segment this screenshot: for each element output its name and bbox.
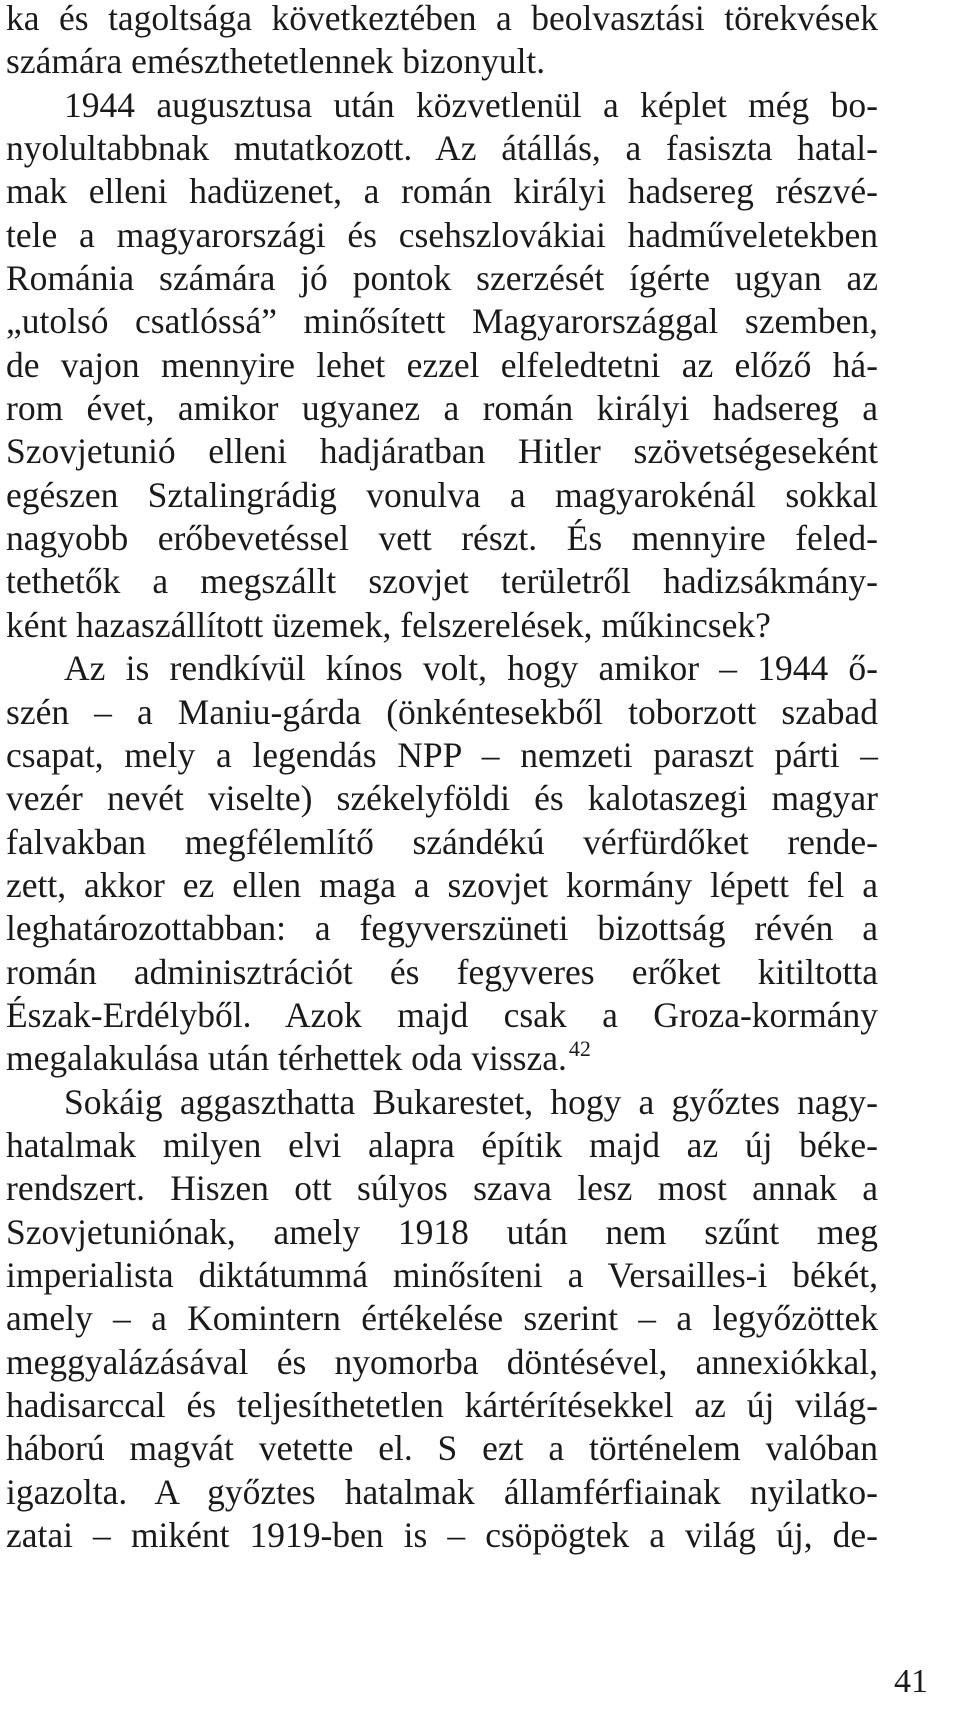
text-line: leghatározottabban: a fegyverszüneti bizottság révén a: [6, 908, 878, 949]
text-line: vezér nevét viselte) székelyföldi és kalotaszegi magyar: [6, 778, 878, 819]
body-text: [6, 0, 878, 1560]
text-line: egészen Sztalingrádig vonulva a magyarokénál sokkal: [6, 474, 878, 515]
text-line: falvakban megfélemlítő szándékú vérfürdőket rende-: [6, 821, 878, 862]
text-line: nagyobb erőbevetéssel vett részt. És mennyire feled-: [6, 518, 878, 559]
text-line: Észak-Erdélyből. Azok majd csak a Groza-kormány: [6, 994, 878, 1035]
text-line: csapat, mely a legendás NPP – nemzeti paraszt párti –: [6, 734, 878, 775]
text-line: nyolultabbnak mutatkozott. Az átállás, a fasiszta hatal-: [6, 128, 878, 169]
text-line: román adminisztrációt és fegyveres erőket kitiltotta: [6, 951, 878, 992]
text-line: ka és tagoltsága következtében a beolvasztási törekvések: [6, 0, 878, 38]
text-line: meggyalázásával és nyomorba döntésével, annexiókkal,: [6, 1341, 878, 1382]
text-line: hadisarccal és teljesíthetetlen kártérítésekkel az új világ-: [6, 1385, 878, 1425]
text-line: számára emészthetetlennek bizonyult.: [6, 41, 546, 82]
text-line: amely – a Komintern értékelése szerint – a legyőzöttek: [6, 1298, 878, 1339]
paragraph-start-line: Az is rendkívül kínos volt, hogy amikor – 1944 ő-: [64, 648, 878, 689]
text-line: szén – a Maniu-gárda (önkéntesekből toborzott szabad: [6, 691, 878, 732]
text-line: zett, akkor ez ellen maga a szovjet kormány lépett fel a: [6, 864, 878, 905]
text-line: tethetők a megszállt szovjet területről hadizsákmány-: [6, 561, 878, 602]
text-line: rendszert. Hiszen ott súlyos szava lesz most annak a: [6, 1168, 878, 1209]
text-line: hatalmak milyen elvi alapra építik majd az új béke-: [6, 1124, 878, 1165]
text-line: Románia számára jó pontok szerzését ígérte ugyan az: [6, 258, 878, 299]
text-line: mak elleni hadüzenet, a román királyi hadsereg részvé-: [6, 171, 878, 212]
text-line-content: megalakulása után térhettek oda vissza.: [6, 1038, 567, 1079]
text-line: tele a magyarországi és csehszlovákiai hadműveletekben: [6, 214, 878, 255]
text-line: háború magvát vetette el. S ezt a történelem valóban: [6, 1428, 878, 1469]
text-line: ként hazaszállított üzemek, felszerelések, műkincsek?: [6, 604, 771, 645]
paragraph-start-line: 1944 augusztusa után közvetlenül a képlet még bo-: [64, 84, 878, 125]
text-line: igazolta. A győztes hatalmak államférfiainak nyilatko-: [6, 1471, 878, 1512]
text-line: de vajon mennyire lehet ezzel elfeledtetni az előző há-: [6, 344, 878, 385]
text-line: „utolsó csatlóssá” minősített Magyarországgal szemben,: [6, 301, 878, 342]
text-line: rom évet, amikor ugyanez a román királyi hadsereg a: [6, 388, 878, 429]
footnote-ref[interactable]: 42: [568, 1036, 591, 1062]
text-line: Szovjetunió elleni hadjáratban Hitler szövetségeseként: [6, 431, 878, 472]
page-number: 41: [894, 1663, 928, 1700]
text-line: Szovjetuniónak, amely 1918 után nem szűnt meg: [6, 1211, 878, 1252]
paragraph-start-line: Sokáig aggaszthatta Bukarestet, hogy a győztes nagy-: [64, 1081, 878, 1122]
text-line: zatai – miként 1919-ben is – csöpögtek a világ új, de-: [6, 1515, 878, 1556]
text-line: imperialista diktátummá minősíteni a Versailles-i békét,: [6, 1254, 878, 1295]
text-line-with-footnote: [6, 1036, 878, 1083]
